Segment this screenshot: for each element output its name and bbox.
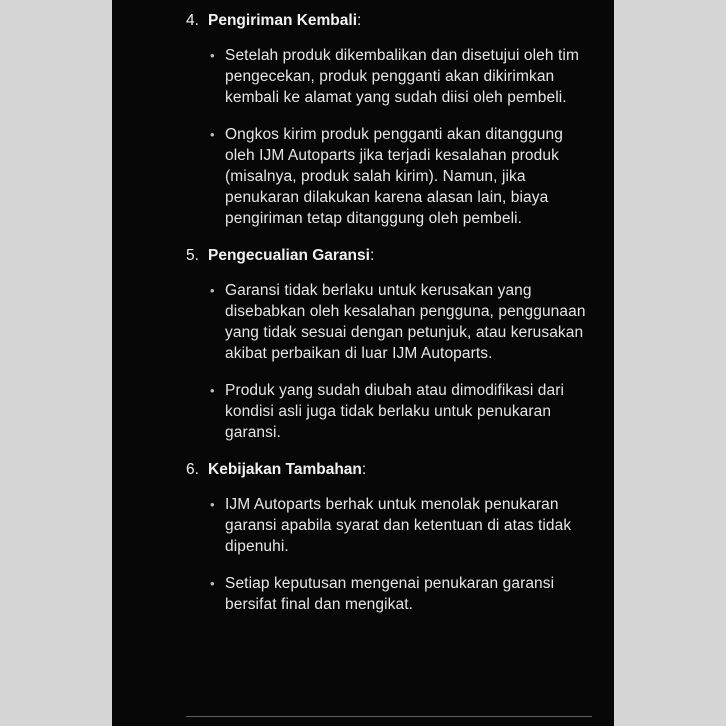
- section-kebijakan-tambahan: [186, 459, 592, 615]
- section-title: Pengecualian Garansi: [208, 247, 370, 264]
- section-title-wrap: [208, 245, 592, 266]
- section-heading: [186, 459, 592, 480]
- document-sheet: [112, 0, 614, 726]
- bullet-icon: •: [210, 127, 215, 142]
- section-title: Pengiriman Kembali: [208, 12, 358, 29]
- section-number: 5.: [186, 247, 199, 264]
- section-heading: [186, 10, 592, 31]
- bullet-icon: •: [210, 48, 215, 63]
- bullet-icon: •: [210, 576, 215, 591]
- bullet-item: [210, 573, 592, 615]
- section-colon: :: [361, 461, 367, 478]
- section-title-wrap: [208, 459, 592, 480]
- bullet-item: [210, 124, 592, 229]
- section-number: 4.: [186, 12, 199, 29]
- section-heading: [186, 245, 592, 266]
- bottom-divider: [186, 716, 592, 718]
- bullet-text: Setiap keputusan mengenai penukaran garansi bersifat final dan mengikat.: [225, 575, 555, 613]
- bullet-text: IJM Autoparts berhak untuk menolak penukaran garansi apabila syarat dan ketentuan di atas tidak dipenuhi.: [225, 496, 572, 555]
- bullet-icon: •: [210, 283, 215, 298]
- section-title-wrap: [208, 10, 592, 31]
- section-colon: :: [369, 247, 375, 264]
- bullet-item: [210, 494, 592, 557]
- section-pengecualian-garansi: [186, 245, 592, 443]
- bullet-text: Setelah produk dikembalikan dan disetujui oleh tim pengecekan, produk pengganti akan dikirimkan kembali ke alamat yang sudah diisi oleh pembeli.: [225, 47, 579, 106]
- bullet-item: [210, 45, 592, 108]
- bullet-item: [210, 280, 592, 364]
- bullet-text: Produk yang sudah diubah atau dimodifikasi dari kondisi asli juga tidak berlaku untuk penukaran garansi.: [225, 382, 565, 441]
- section-pengiriman-kembali: [186, 10, 592, 229]
- bullet-item: [210, 380, 592, 443]
- section-number: 6.: [186, 461, 199, 478]
- bullet-text: Ongkos kirim produk pengganti akan ditanggung oleh IJM Autoparts jika terjadi kesalahan produk (misalnya, produk salah kirim). Namun, jika penukaran dilakukan karena alasan lain, biaya pengiriman tetap ditanggung oleh pembeli.: [225, 126, 563, 227]
- bullet-icon: •: [210, 383, 215, 398]
- section-colon: :: [357, 12, 362, 29]
- section-title: Kebijakan Tambahan: [208, 461, 362, 478]
- bullet-text: Garansi tidak berlaku untuk kerusakan yang disebabkan oleh kesalahan pengguna, penggunaan yang tidak sesuai dengan petunjuk, atau kerusakan akibat perbaikan di luar IJM Autoparts.: [225, 282, 586, 362]
- bullet-icon: •: [210, 497, 215, 512]
